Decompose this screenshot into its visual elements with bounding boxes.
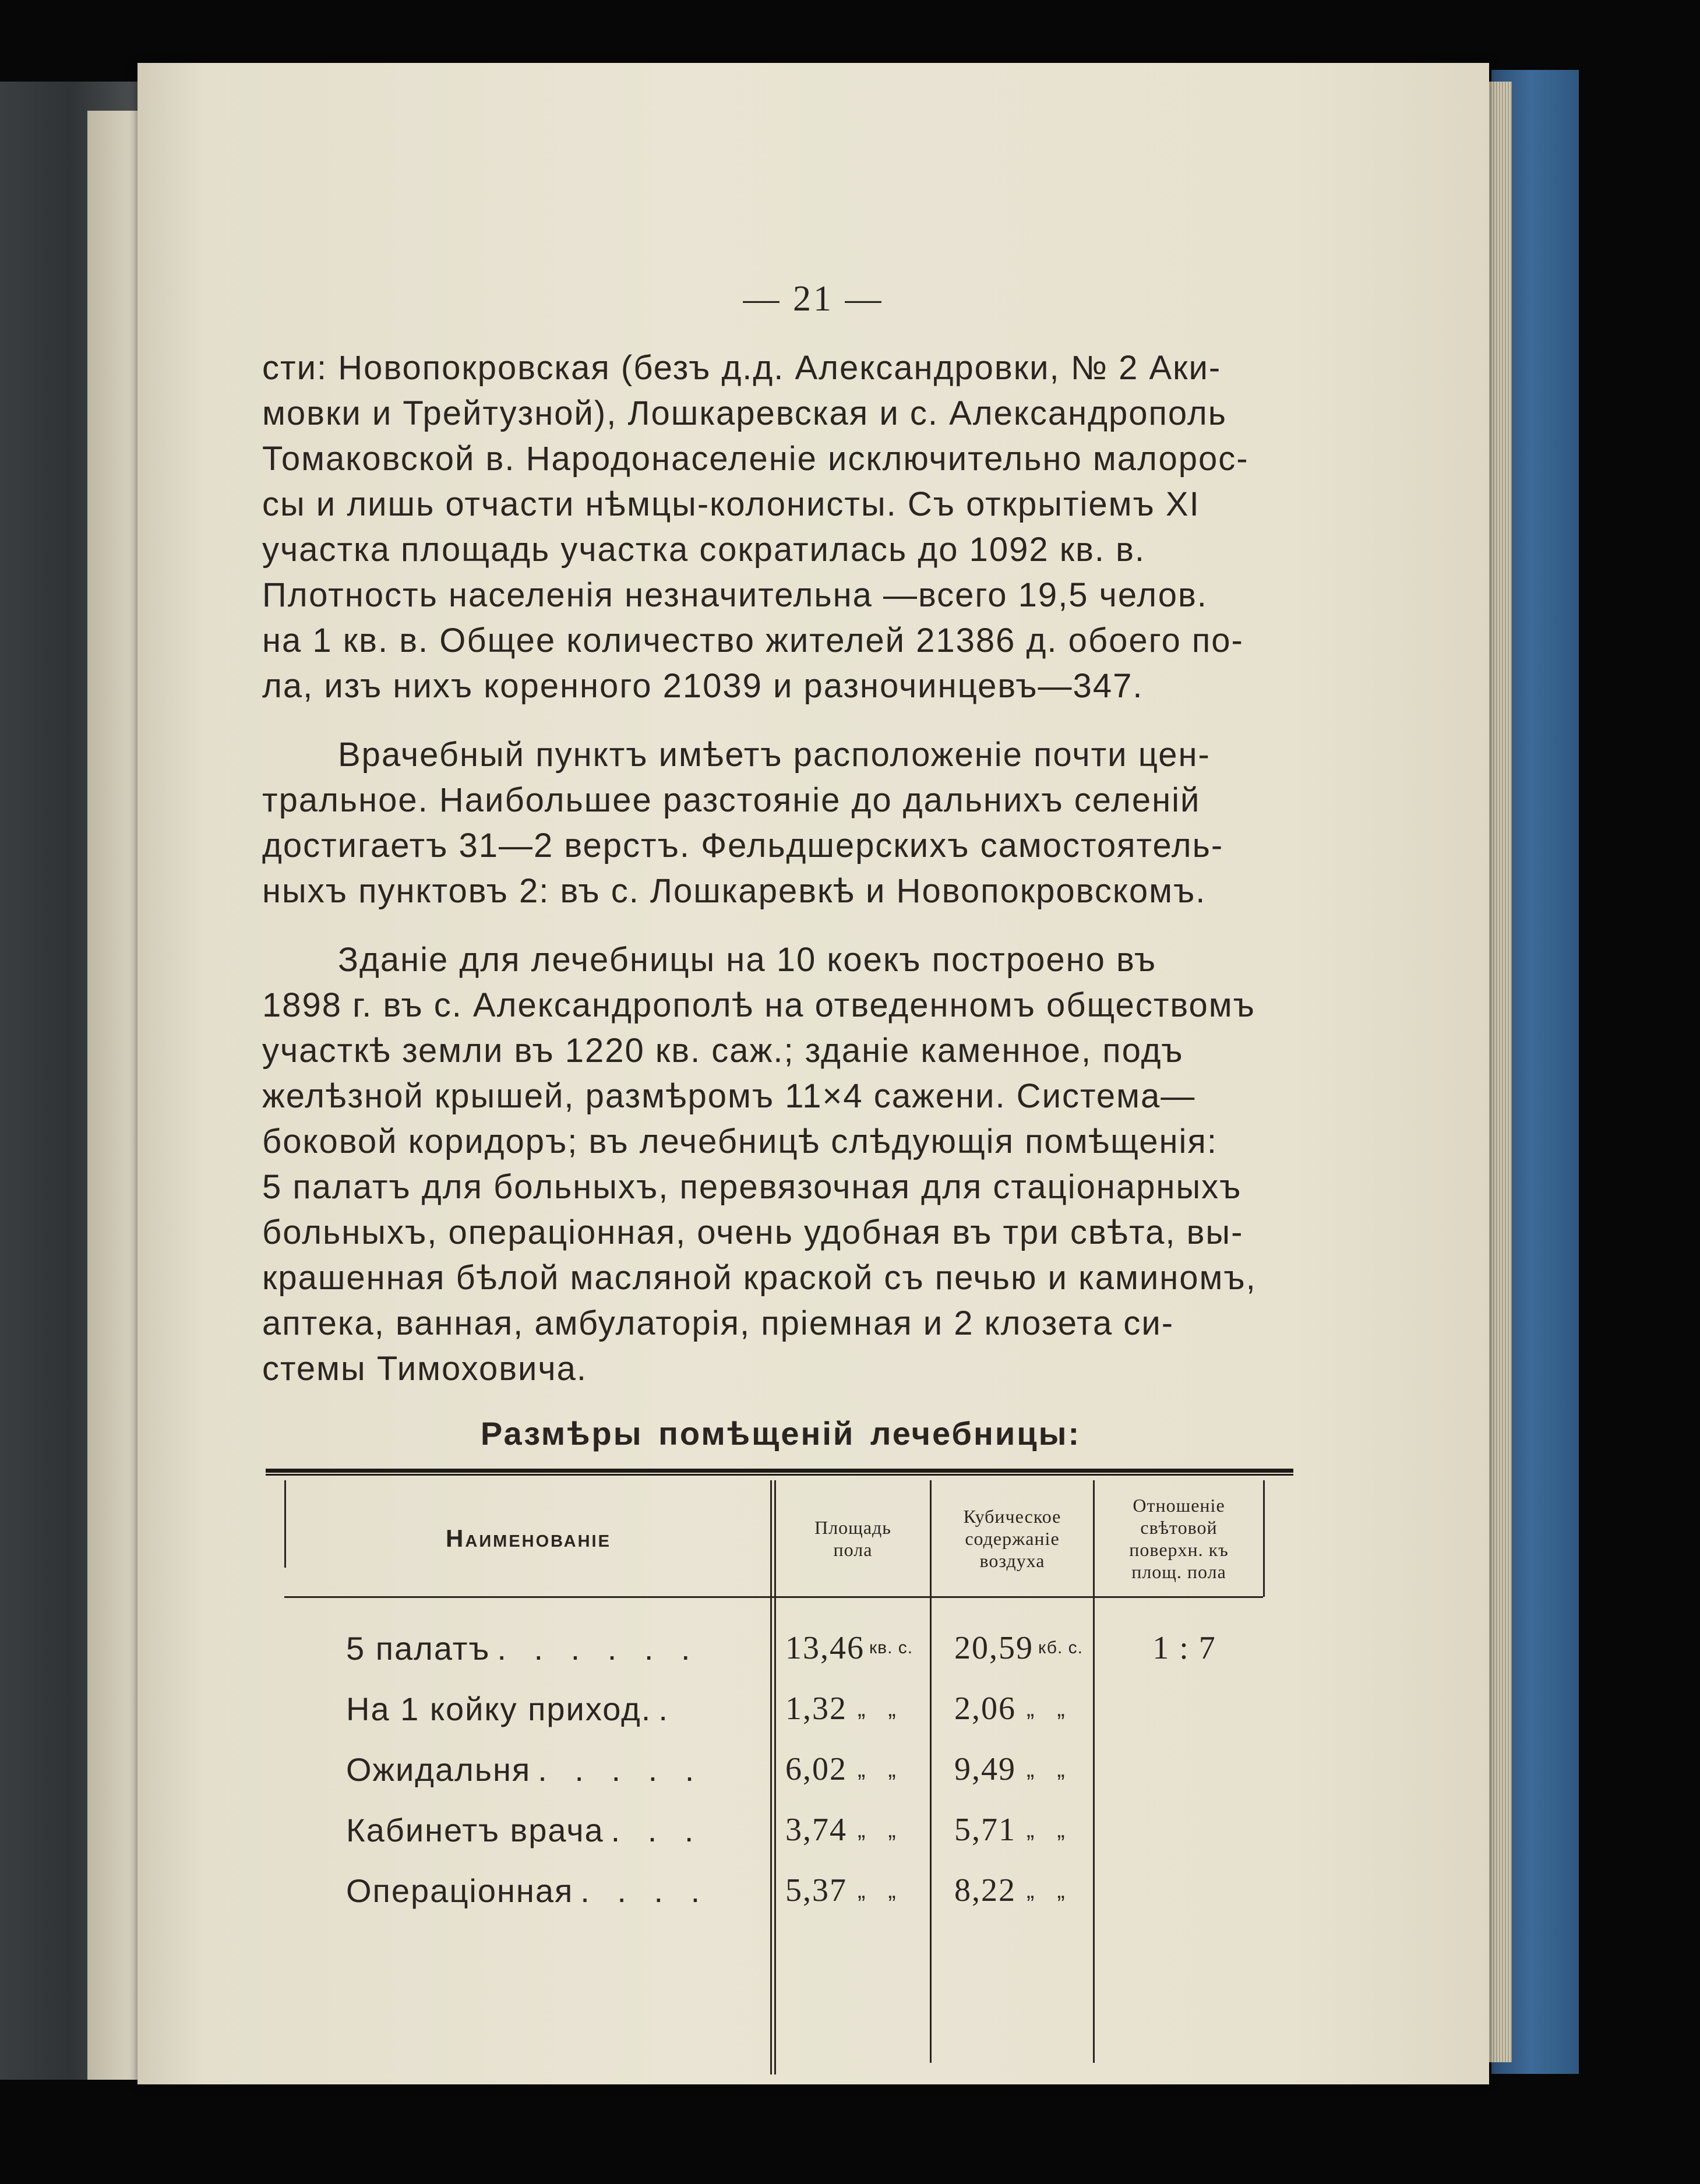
dot-leader: . . .: [611, 1811, 703, 1848]
area-value: 5,37: [785, 1872, 847, 1908]
area-cell: [785, 1861, 943, 1920]
area-value: 6,02: [785, 1751, 847, 1787]
volume-unit: „ „: [1027, 1877, 1073, 1903]
dot-leader: . . . . . .: [497, 1629, 700, 1667]
area-value: 13,46: [785, 1630, 865, 1666]
area-cell: [785, 1618, 943, 1678]
text-line: Врачебный пунктъ имѣетъ расположеніе почти цен-: [338, 736, 1211, 774]
text-line: крашенная бѣлой масляной краской съ печью и каминомъ,: [262, 1259, 1257, 1297]
text-line: боковой коридоръ; въ лечебницѣ слѣдующія помѣщенія:: [262, 1123, 1218, 1160]
text-line: Плотность населенія незначительна —всего 19,5 челов.: [262, 576, 1208, 614]
table-column-divider: [284, 1480, 286, 1568]
row-name: Операціонная: [346, 1872, 574, 1909]
dot-leader: .: [658, 1690, 677, 1727]
volume-cell: [954, 1679, 1123, 1738]
table-row: [284, 1679, 1263, 1738]
volume-cell: [954, 1861, 1123, 1920]
text-line: 1898 г. въ с. Александрополѣ на отведенномъ обществомъ: [262, 986, 1255, 1024]
table-title: Размѣры помѣщеній лечебницы:: [480, 1415, 1081, 1452]
volume-value: 20,59: [954, 1630, 1034, 1666]
row-name: Ожидальня: [346, 1751, 531, 1788]
text-line: сы и лишь отчасти нѣмцы-колонисты. Съ открытіемъ XI: [262, 485, 1200, 523]
paragraph: [262, 937, 1299, 1392]
dot-leader: . . . . .: [538, 1751, 704, 1788]
text-line: Зданіе для лечебницы на 10 коекъ построено въ: [338, 941, 1157, 979]
text-line: мовки и Трейтузной), Лошкаревская и с. Александрополь: [262, 394, 1227, 432]
volume-cell: [954, 1800, 1123, 1860]
table-header-name: Наименованіе: [446, 1525, 611, 1552]
volume-cell: [954, 1618, 1123, 1678]
ratio-value: 1 : 7: [1152, 1630, 1216, 1666]
text-line: стемы Тимоховича.: [262, 1350, 588, 1388]
text-line: ныхъ пунктовъ 2: въ с. Лошкаревкѣ и Новопокровскомъ.: [262, 872, 1207, 910]
text-line: 5 палатъ для больныхъ, перевязочная для стаціонарныхъ: [262, 1168, 1242, 1206]
text-line: участка площадь участка сократилась до 1092 кв. в.: [262, 531, 1146, 569]
area-unit: „ „: [858, 1816, 904, 1843]
area-cell: [785, 1740, 943, 1799]
text-line: желѣзной крышей, размѣромъ 11×4 сажени. Система—: [262, 1077, 1196, 1115]
area-cell: [785, 1679, 943, 1738]
area-unit: „ „: [858, 1695, 904, 1721]
text-line: достигаетъ 31—2 верстъ. Фельдшерскихъ самостоятель-: [262, 827, 1224, 865]
ratio-cell: [1100, 1861, 1269, 1920]
table-row: [284, 1740, 1263, 1799]
ratio-cell: [1100, 1679, 1269, 1738]
paragraph: [262, 345, 1299, 709]
book-page: [137, 63, 1489, 2084]
table-top-rule: [266, 1469, 1293, 1476]
text-line: Томаковской в. Народонаселеніе исключительно малорос-: [262, 440, 1249, 478]
page-number: — 21 —: [743, 279, 884, 319]
row-name: Кабинетъ врача: [346, 1811, 604, 1848]
dot-leader: . . . .: [580, 1872, 710, 1909]
table-row: [284, 1861, 1263, 1920]
row-name: 5 палатъ: [346, 1629, 491, 1667]
text-line: на 1 кв. в. Общее количество жителей 21386 д. обоего по-: [262, 622, 1244, 659]
body-text: [262, 345, 1299, 1392]
volume-unit: „ „: [1027, 1695, 1073, 1721]
text-line: участкѣ земли въ 1220 кв. саж.; зданіе каменное, подъ: [262, 1032, 1184, 1070]
text-line: больныхъ, операціонная, очень удобная въ три свѣта, вы-: [262, 1213, 1244, 1251]
table-column-divider: [1263, 1480, 1265, 1597]
volume-value: 5,71: [954, 1812, 1016, 1848]
volume-unit: „ „: [1027, 1756, 1073, 1782]
table-row: [284, 1800, 1263, 1860]
paragraph: [262, 732, 1299, 914]
table-header-area: Площадь пола: [814, 1517, 891, 1560]
area-value: 1,32: [785, 1691, 847, 1727]
table-header-ratio: Отношеніе свѣтовой поверхн. къ площ. пола: [1129, 1495, 1229, 1582]
row-name: На 1 койку приход.: [346, 1690, 652, 1727]
text-line: тральное. Наибольшее разстояніе до дальнихъ селеній: [262, 781, 1201, 819]
volume-unit: „ „: [1027, 1816, 1073, 1843]
text-line: аптека, ванная, амбулаторія, пріемная и 2 клозета си-: [262, 1304, 1175, 1342]
text-line: сти: Новопокровская (безъ д.д. Александровки, № 2 Аки-: [262, 349, 1222, 387]
text-line: ла, изъ нихъ коренного 21039 и разночинцевъ—347.: [262, 667, 1144, 705]
area-unit: „ „: [858, 1756, 904, 1782]
ratio-cell: [1100, 1800, 1269, 1860]
volume-cell: [954, 1740, 1123, 1799]
area-value: 3,74: [785, 1812, 847, 1848]
area-cell: [785, 1800, 943, 1860]
volume-value: 8,22: [954, 1872, 1016, 1908]
ratio-cell: [1100, 1740, 1269, 1799]
table-row: [284, 1618, 1263, 1678]
volume-value: 2,06: [954, 1691, 1016, 1727]
ratio-cell: [1100, 1618, 1269, 1678]
table-header-volume: Кубическое содержаніе воздуха: [963, 1506, 1061, 1571]
volume-value: 9,49: [954, 1751, 1016, 1787]
area-unit: кв. с.: [869, 1638, 914, 1657]
volume-unit: кб. с.: [1038, 1638, 1083, 1657]
area-unit: „ „: [858, 1877, 904, 1903]
